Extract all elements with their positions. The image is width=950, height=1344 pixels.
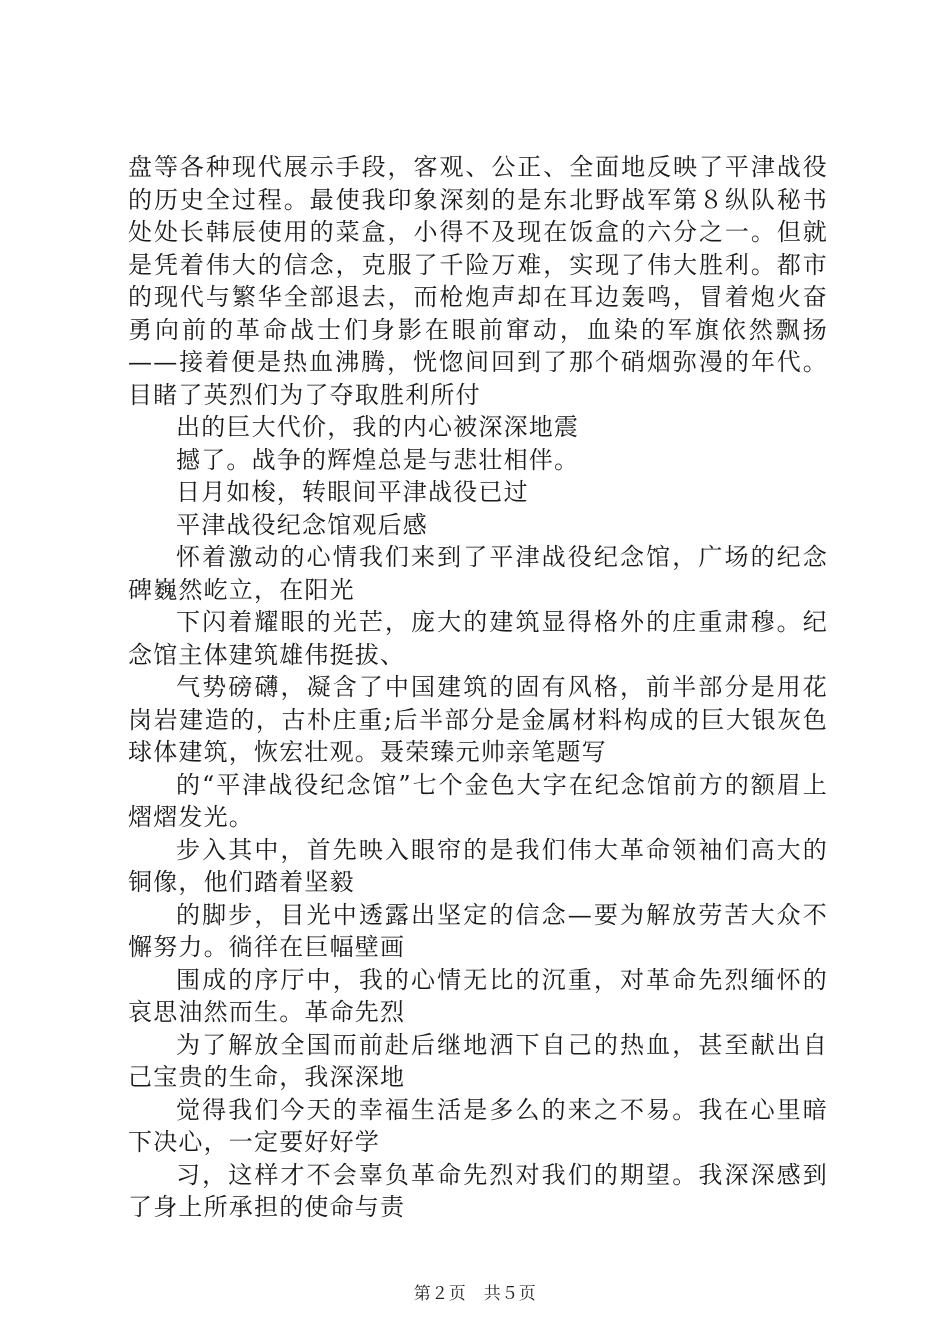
paragraph: 习，这样才不会辜负革命先烈对我们的期望。我深深感到了身上所承担的使命与责 — [128, 1160, 828, 1221]
paragraph: 日月如梭，转眼间平津战役已过 — [176, 478, 529, 506]
page-number-footer: 第２页 共５页 — [413, 1284, 537, 1304]
paragraph: 为了解放全国而前赴后继地洒下自己的热血，甚至献出自己宝贵的生命，我深深地 — [128, 1030, 828, 1091]
paragraph: 的脚步，目光中透露出坚定的信念—要为解放劳苦大众不懈努力。徜徉在巨幅壁画 — [128, 900, 828, 961]
paragraph: 盘等各种现代展示手段，客观、公正、全面地反映了平津战役的历史全过程。最使我印象深刻的是东北野战军第８纵队秘书处处长韩辰使用的菜盒，小得不及现在饭盒的六分之一。但就是凭着伟大的信念，克服了千险万难，实现了伟大胜利。都市的现代与繁华全部退去，而枪炮声却在耳边轰鸣，冒着炮火奋勇向前的革命战士们身影在眼前窜动，血染的军旗依然飘扬——接着便是热血沸腾，恍惚间回到了那个硝烟弥漫的年代。目睹了英烈们为了夺取胜利所付 — [128, 153, 828, 409]
paragraph: 下闪着耀眼的光芒，庞大的建筑显得格外的庄重肃穆。纪念馆主体建筑雄伟挺拔、 — [128, 608, 828, 669]
paragraph: 气势磅礴，凝含了中国建筑的固有风格，前半部分是用花岗岩建造的，古朴庄重;后半部分是金属材料构成的巨大银灰色球体建筑，恢宏壮观。聂荣臻元帅亲笔题写 — [128, 673, 828, 766]
paragraph: 怀着激动的心情我们来到了平津战役纪念馆，广场的纪念碑巍然屹立，在阳光 — [128, 543, 828, 604]
section-title: 平津战役纪念馆观后感 — [176, 510, 428, 539]
paragraph: 步入其中，首先映入眼帘的是我们伟大革命领袖们高大的铜像，他们踏着坚毅 — [128, 835, 828, 896]
document-body — [128, 151, 828, 1224]
paragraph: 的“平津战役纪念馆”七个金色大字在纪念馆前方的额眉上熠熠发光。 — [128, 770, 828, 831]
paragraph: 觉得我们今天的幸福生活是多么的来之不易。我在心里暗下决心，一定要好好学 — [128, 1095, 828, 1156]
paragraph: 出的巨大代价，我的内心被深深地震 — [176, 413, 580, 441]
paragraph: 围成的序厅中，我的心情无比的沉重，对革命先烈缅怀的哀思油然而生。革命先烈 — [128, 965, 828, 1026]
paragraph: 撼了。战争的辉煌总是与悲壮相伴。 — [176, 445, 580, 474]
